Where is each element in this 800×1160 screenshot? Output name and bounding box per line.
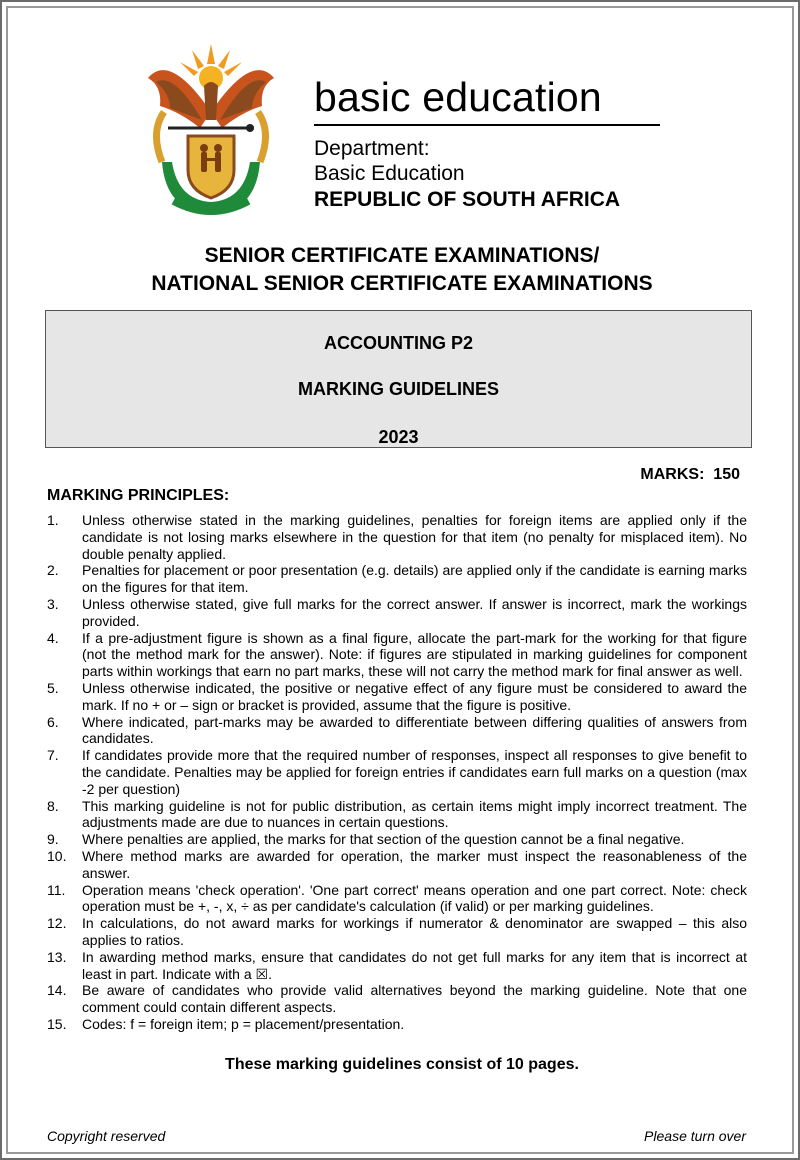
principle-number: 2. bbox=[47, 562, 59, 579]
exam-year: 2023 bbox=[378, 427, 419, 447]
exam-title-line-2: NATIONAL SENIOR CERTIFICATE EXAMINATIONS bbox=[151, 272, 653, 295]
principle-text: In awarding method marks, ensure that candidates do not get full marks for any item that is incorrect at least in part. Indicate with a ☒. bbox=[82, 948, 747, 982]
copyright-notice: Copyright reserved bbox=[47, 1128, 166, 1144]
principle-number: 6. bbox=[47, 713, 59, 730]
principle-number: 13. bbox=[47, 948, 67, 965]
principle-text: In calculations, do not award marks for workings if numerator & denominator are swapped – this also applies to ratios. bbox=[82, 915, 747, 948]
principle-text: Unless otherwise stated in the marking guidelines, penalties for foreign items are applied only if the candidate is not losing marks elsewhere in the question for that item (no penalty for misplaced item). No double penalty applied. bbox=[82, 512, 747, 562]
principle-item bbox=[47, 831, 747, 848]
department-block bbox=[314, 72, 660, 213]
total-marks: MARKS: 150 bbox=[640, 466, 740, 483]
principles-list bbox=[47, 512, 747, 1033]
principle-item bbox=[47, 882, 747, 916]
principle-text: Unless otherwise stated, give full marks for the correct answer. If answer is incorrect, mark the workings provided. bbox=[82, 595, 747, 629]
title-box bbox=[45, 310, 752, 448]
subject-title: ACCOUNTING P2 bbox=[323, 333, 473, 353]
principle-item bbox=[47, 680, 747, 714]
principle-text: Where method marks are awarded for operation, the marker must inspect the reasonableness of the answer. bbox=[82, 847, 747, 881]
principle-number: 3. bbox=[47, 595, 59, 612]
principle-item bbox=[47, 512, 747, 562]
principle-item bbox=[47, 747, 747, 797]
principle-number: 8. bbox=[47, 797, 59, 814]
principle-number: 12. bbox=[47, 915, 67, 932]
principle-item bbox=[47, 630, 747, 680]
principle-text: Penalties for placement or poor presentation (e.g. details) are applied only if the candidate is earning marks on the figures for that item. bbox=[82, 562, 747, 596]
exam-title-line-1: SENIOR CERTIFICATE EXAMINATIONS/ bbox=[204, 244, 600, 267]
pages-note: These marking guidelines consist of 10 pages. bbox=[225, 1056, 579, 1073]
department-name: Basic Education bbox=[314, 162, 465, 185]
country-name: REPUBLIC OF SOUTH AFRICA bbox=[314, 188, 621, 211]
principle-text: If a pre-adjustment figure is shown as a final figure, allocate the part-mark for the working for that figure (not the method mark for the answer). Note: if figures are stipulated in marking guidelines for component parts within workings that earn no part marks, these will not carry the method mark for final answer as well. bbox=[82, 629, 747, 680]
principle-item bbox=[47, 949, 747, 983]
principle-item bbox=[47, 848, 747, 882]
principle-text: Be aware of candidates who provide valid alternatives beyond the marking guideline. Note that one comment could contain different aspects. bbox=[82, 982, 747, 1016]
principle-text: Codes: f = foreign item; p = placement/presentation. bbox=[82, 1015, 405, 1032]
department-label: Department: bbox=[314, 137, 430, 160]
coat-of-arms-logo bbox=[140, 42, 282, 218]
principle-number: 7. bbox=[47, 747, 59, 764]
principle-item bbox=[47, 915, 747, 949]
principle-item bbox=[47, 1016, 747, 1033]
document-title: MARKING GUIDELINES bbox=[297, 379, 499, 399]
principle-text: Where penalties are applied, the marks for that section of the question cannot be a final negative. bbox=[82, 831, 685, 848]
principle-item bbox=[47, 714, 747, 748]
exam-title bbox=[2, 242, 800, 298]
principle-text: If candidates provide more that the required number of responses, inspect all responses to give benefit to the candidate. Penalties may be applied for foreign entries if candidates earn full marks on a question (max -2 per question) bbox=[82, 747, 747, 797]
principle-number: 4. bbox=[47, 629, 59, 646]
principle-number: 11. bbox=[47, 881, 66, 898]
principle-number: 1. bbox=[47, 512, 59, 528]
principle-text: Operation means 'check operation'. 'One part correct' means operation and one part correct. Note: check operation must be +, -, x, ÷ as per candidate's calculation (if valid) or per marking guidelines. bbox=[82, 881, 747, 915]
principle-item bbox=[47, 798, 747, 832]
principle-number: 14. bbox=[47, 982, 67, 999]
principle-number: 5. bbox=[47, 679, 59, 696]
principles-heading: MARKING PRINCIPLES: bbox=[47, 487, 230, 504]
principle-item bbox=[47, 982, 747, 1016]
principle-number: 15. bbox=[47, 1015, 67, 1032]
brand-wordmark: basic education bbox=[314, 72, 660, 126]
principle-item bbox=[47, 562, 747, 596]
principle-text: Where indicated, part-marks may be awarded to differentiate between differing qualities of answers from candidates. bbox=[82, 713, 747, 747]
principle-item bbox=[47, 596, 747, 630]
principle-text: Unless otherwise indicated, the positive or negative effect of any figure must be considered to award the mark. If no + or – sign or bracket is provided, assume that the figure is positive. bbox=[82, 679, 747, 713]
turn-over-note: Please turn over bbox=[644, 1128, 746, 1144]
principle-number: 9. bbox=[47, 831, 59, 848]
principle-number: 10. bbox=[47, 847, 67, 864]
principle-text: This marking guideline is not for public distribution, as certain items might imply incorrect treatment. The adjustments made are due to nuances in certain questions. bbox=[82, 797, 747, 831]
